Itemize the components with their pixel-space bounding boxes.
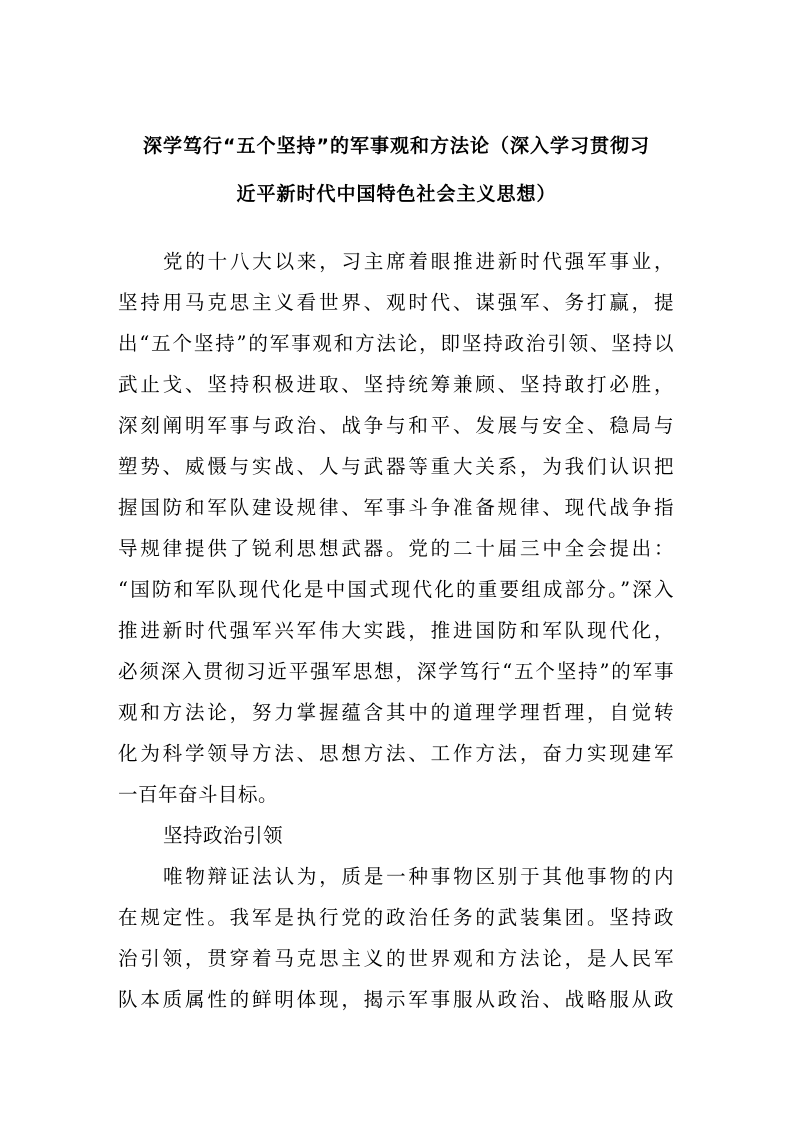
paragraph-1-line: “国防和军队现代化是中国式现代化的重要组成部分。”深入 xyxy=(118,578,674,601)
document-title-line-2: 近平新时代中国特色社会主义思想） xyxy=(236,183,557,205)
document-body xyxy=(118,241,674,1020)
paragraph-1-line: 必须深入贯彻习近平强军思想，深学笃行“五个坚持”的军事 xyxy=(118,660,674,683)
paragraph-1-line: 党的十八大以来，习主席着眼推进新时代强军事业， xyxy=(163,250,674,273)
paragraph-1-line: 推进新时代强军兴军伟大实践，推进国防和军队现代化， xyxy=(118,619,674,642)
paragraph-1-line: 导规律提供了锐利思想武器。党的二十届三中全会提出： xyxy=(118,537,674,560)
paragraph-2-line: 治引领，贯穿着马克思主义的世界观和方法论，是人民军 xyxy=(118,947,674,970)
paragraph-2-line: 队本质属性的鲜明体现，揭示军事服从政治、战略服从政 xyxy=(118,988,674,1011)
paragraph-1-line: 深刻阐明军事与政治、战争与和平、发展与安全、稳局与 xyxy=(118,414,674,437)
section-heading: 坚持政治引领 xyxy=(163,824,284,847)
paragraph-2-line: 唯物辩证法认为，质是一种事物区别于其他事物的内 xyxy=(163,865,674,888)
document-title-line-1: 深学笃行“五个坚持”的军事观和方法论（深入学习贯彻习 xyxy=(143,135,650,157)
paragraph-1-line: 坚持用马克思主义看世界、观时代、谋强军、务打赢，提 xyxy=(118,291,674,314)
paragraph-1-line: 一百年奋斗目标。 xyxy=(118,783,279,806)
paragraph-1-line: 握国防和军队建设规律、军事斗争准备规律、现代战争指 xyxy=(118,496,674,519)
paragraph-2-line: 在规定性。我军是执行党的政治任务的武装集团。坚持政 xyxy=(118,906,674,929)
paragraph-1-line: 观和方法论，努力掌握蕴含其中的道理学理哲理，自觉转 xyxy=(118,701,674,724)
paragraph-1-line: 化为科学领导方法、思想方法、工作方法，奋力实现建军 xyxy=(118,742,674,765)
paragraph-1-line: 武止戈、坚持积极进取、坚持统筹兼顾、坚持敢打必胜， xyxy=(118,373,674,396)
paragraph-1-line: 塑势、威慑与实战、人与武器等重大关系，为我们认识把 xyxy=(118,455,674,478)
paragraph-1-line: 出“五个坚持”的军事观和方法论，即坚持政治引领、坚持以 xyxy=(118,332,674,355)
